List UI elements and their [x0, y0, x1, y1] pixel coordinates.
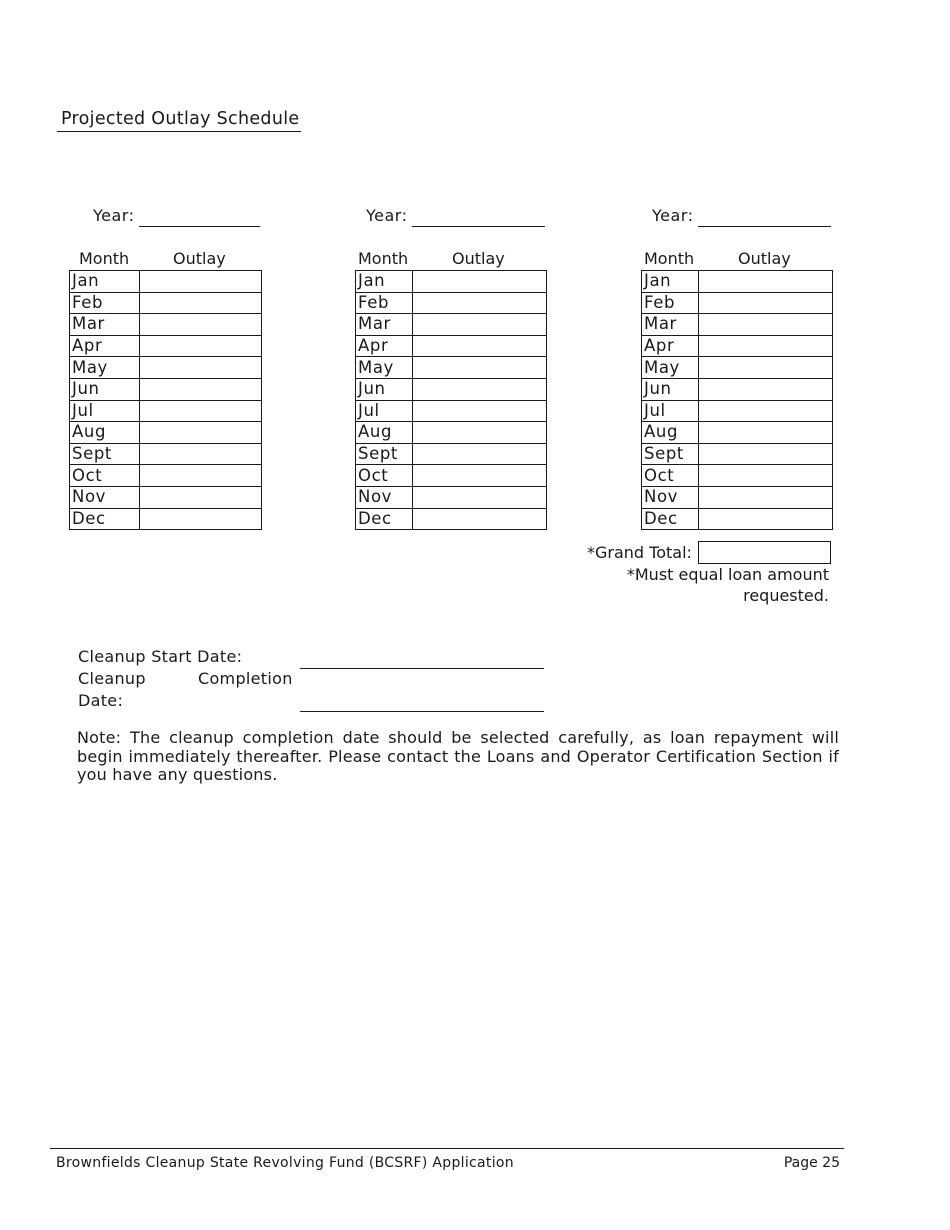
- outlay-cell[interactable]: [140, 422, 262, 444]
- outlay-cell[interactable]: [140, 292, 262, 314]
- table-row: [642, 378, 833, 400]
- outlay-cell[interactable]: [699, 465, 833, 487]
- table-row: [642, 335, 833, 357]
- table-row: [356, 443, 547, 465]
- page-title: Projected Outlay Schedule: [57, 108, 301, 132]
- footer-title: Brownfields Cleanup State Revolving Fund (BCSRF) Application: [56, 1155, 514, 1171]
- table-row: [356, 465, 547, 487]
- outlay-cell[interactable]: [699, 271, 833, 293]
- outlay-cell[interactable]: [413, 335, 547, 357]
- table-row: [356, 378, 547, 400]
- table-row: [356, 292, 547, 314]
- table-row: [642, 357, 833, 379]
- outlay-cell[interactable]: [699, 378, 833, 400]
- table-row: [356, 422, 547, 444]
- outlay-cell[interactable]: [413, 465, 547, 487]
- table-row: [70, 400, 262, 422]
- month-cell: Sept: [642, 443, 699, 465]
- month-cell: Aug: [356, 422, 413, 444]
- grand-total-label: *Grand Total:: [587, 543, 692, 562]
- outlay-cell[interactable]: [413, 443, 547, 465]
- month-cell: Oct: [356, 465, 413, 487]
- outlay-cell[interactable]: [699, 486, 833, 508]
- month-cell: Apr: [70, 335, 140, 357]
- year-input-3[interactable]: [698, 205, 831, 227]
- table-row: [356, 335, 547, 357]
- outlay-header: Outlay: [452, 249, 505, 268]
- table-row: [70, 335, 262, 357]
- outlay-cell[interactable]: [699, 422, 833, 444]
- table-row: [642, 271, 833, 293]
- month-cell: May: [356, 357, 413, 379]
- month-cell: Feb: [642, 292, 699, 314]
- table-row: [70, 465, 262, 487]
- table-row: [70, 443, 262, 465]
- year-label: Year:: [366, 206, 408, 225]
- grand-total-input[interactable]: [698, 541, 831, 564]
- outlay-cell[interactable]: [413, 292, 547, 314]
- table-row: [70, 292, 262, 314]
- outlay-cell[interactable]: [140, 465, 262, 487]
- table-row: [642, 443, 833, 465]
- grand-total-note: *Must equal loan amount requested.: [626, 565, 829, 605]
- month-cell: Oct: [642, 465, 699, 487]
- outlay-cell[interactable]: [699, 292, 833, 314]
- cleanup-start-input[interactable]: [300, 647, 544, 669]
- month-cell: Jan: [356, 271, 413, 293]
- month-cell: Jun: [356, 378, 413, 400]
- table-row: [642, 292, 833, 314]
- table-row: [356, 508, 547, 530]
- outlay-cell[interactable]: [140, 400, 262, 422]
- outlay-cell[interactable]: [140, 314, 262, 336]
- month-cell: Jun: [70, 378, 140, 400]
- outlay-cell[interactable]: [699, 508, 833, 530]
- outlay-header: Outlay: [173, 249, 226, 268]
- month-cell: Dec: [70, 508, 140, 530]
- year-label: Year:: [652, 206, 694, 225]
- month-cell: Jul: [356, 400, 413, 422]
- table-row: [70, 486, 262, 508]
- month-cell: Dec: [642, 508, 699, 530]
- month-cell: Mar: [70, 314, 140, 336]
- month-cell: Jan: [642, 271, 699, 293]
- table-row: [356, 400, 547, 422]
- footer-divider: [50, 1148, 844, 1149]
- month-cell: Nov: [356, 486, 413, 508]
- table-row: [356, 271, 547, 293]
- outlay-cell[interactable]: [413, 508, 547, 530]
- month-cell: Jul: [642, 400, 699, 422]
- outlay-cell[interactable]: [699, 335, 833, 357]
- table-row: [70, 314, 262, 336]
- outlay-cell[interactable]: [699, 400, 833, 422]
- cleanup-completion-label-part: Completion: [198, 669, 293, 688]
- outlay-cell[interactable]: [699, 357, 833, 379]
- month-cell: May: [70, 357, 140, 379]
- outlay-cell[interactable]: [140, 335, 262, 357]
- outlay-cell[interactable]: [140, 271, 262, 293]
- month-cell: Jul: [70, 400, 140, 422]
- outlay-cell[interactable]: [699, 314, 833, 336]
- table-row: [642, 465, 833, 487]
- month-cell: Feb: [70, 292, 140, 314]
- outlay-cell[interactable]: [140, 486, 262, 508]
- outlay-cell[interactable]: [140, 378, 262, 400]
- month-header: Month: [358, 249, 409, 268]
- month-cell: Mar: [356, 314, 413, 336]
- month-header: Month: [79, 249, 130, 268]
- outlay-cell[interactable]: [140, 357, 262, 379]
- outlay-cell[interactable]: [699, 443, 833, 465]
- month-cell: Aug: [70, 422, 140, 444]
- month-cell: Aug: [642, 422, 699, 444]
- year-label: Year:: [93, 206, 135, 225]
- table-row: [70, 508, 262, 530]
- table-row: [642, 314, 833, 336]
- outlay-cell[interactable]: [413, 422, 547, 444]
- table-row: [642, 422, 833, 444]
- month-header: Month: [644, 249, 695, 268]
- table-row: [356, 314, 547, 336]
- cleanup-completion-label-part: Cleanup: [78, 669, 146, 688]
- outlay-cell[interactable]: [413, 271, 547, 293]
- outlay-cell[interactable]: [413, 314, 547, 336]
- cleanup-start-label: Cleanup Start Date:: [78, 647, 243, 666]
- table-row: [356, 357, 547, 379]
- month-cell: May: [642, 357, 699, 379]
- month-cell: Jun: [642, 378, 699, 400]
- year-input-1[interactable]: [139, 205, 260, 227]
- outlay-cell[interactable]: [413, 400, 547, 422]
- outlay-header: Outlay: [738, 249, 791, 268]
- cleanup-completion-label-part: Date:: [78, 691, 124, 710]
- month-cell: Nov: [642, 486, 699, 508]
- outlay-table-3: [641, 270, 833, 530]
- month-cell: Oct: [70, 465, 140, 487]
- outlay-cell[interactable]: [413, 357, 547, 379]
- table-row: [642, 486, 833, 508]
- table-row: [70, 357, 262, 379]
- month-cell: Sept: [356, 443, 413, 465]
- month-cell: Apr: [356, 335, 413, 357]
- table-row: [70, 271, 262, 293]
- month-cell: Jan: [70, 271, 140, 293]
- table-row: [642, 400, 833, 422]
- outlay-cell[interactable]: [413, 486, 547, 508]
- table-row: [70, 378, 262, 400]
- page-number: Page 25: [783, 1155, 840, 1171]
- month-cell: Feb: [356, 292, 413, 314]
- cleanup-completion-input[interactable]: [300, 690, 544, 712]
- repayment-note: Note: The cleanup completion date should be selected carefully, as loan repayment will begin immediately thereafter. Please contact the Loans and Operator Certification Section if you have any questions.: [77, 728, 839, 784]
- table-row: [356, 486, 547, 508]
- month-cell: Apr: [642, 335, 699, 357]
- outlay-table-1: [69, 270, 262, 530]
- year-input-2[interactable]: [412, 205, 545, 227]
- month-cell: Nov: [70, 486, 140, 508]
- outlay-table-2: [355, 270, 547, 530]
- month-cell: Mar: [642, 314, 699, 336]
- outlay-cell[interactable]: [413, 378, 547, 400]
- table-row: [70, 422, 262, 444]
- month-cell: Dec: [356, 508, 413, 530]
- month-cell: Sept: [70, 443, 140, 465]
- outlay-cell[interactable]: [140, 508, 262, 530]
- outlay-cell[interactable]: [140, 443, 262, 465]
- table-row: [642, 508, 833, 530]
